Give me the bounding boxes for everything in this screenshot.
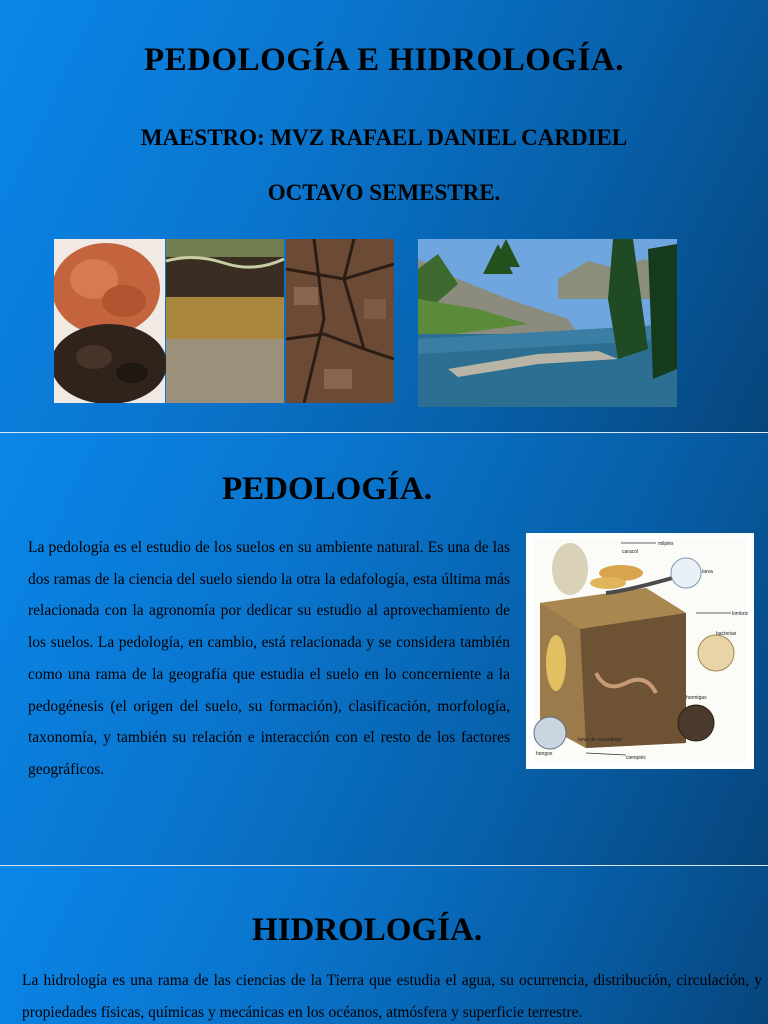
- semester-line: OCTAVO SEMESTRE.: [267, 180, 501, 205]
- soil-collage-image: [54, 239, 394, 403]
- main-title: PEDOLOGÍA E HIDROLOGÍA.: [144, 42, 624, 78]
- pedologia-slide: [0, 433, 768, 865]
- lake-landscape-image: [418, 239, 677, 407]
- pedologia-paragraph: La pedología es el estudio de los suelos en su ambiente natural. Es una de las dos ramas de la ciencia del suelo siendo la otra la edafología, esta última más relacionada con la agronomía por dedicar su estudio al aprovechamiento de los suelos. La pedología, en cambio, está relacionada y se considera también como una rama de la geografía que estudia el suelo en lo concerniente a la pedogénesis (el origen del suelo, su formación), clasificación, morfología, taxonomía, y también su relación e interacción con el resto de los factores geográficos.: [28, 539, 510, 778]
- hidrologia-heading: HIDROLOGÍA.: [252, 912, 483, 948]
- diagram-label: hongos: [536, 751, 553, 757]
- pedologia-heading: PEDOLOGÍA.: [222, 471, 432, 507]
- diagram-label: ciempiés: [626, 755, 646, 761]
- diagram-label: larva: [702, 569, 713, 575]
- diagram-label: milpiés: [658, 541, 674, 547]
- diagram-label: bacterias: [716, 631, 737, 637]
- soil-fauna-diagram: [526, 533, 754, 769]
- hidrologia-slide: [0, 866, 768, 1024]
- title-slide: [0, 0, 768, 432]
- hidrologia-paragraph: La hidrología es una rama de las ciencias de la Tierra que estudia el agua, su ocurrencia, distribución, circulación, y propiedades físicas, químicas y mecánicas en los océanos, atmósfera y superficie terrestre.: [22, 972, 762, 1021]
- teacher-line: MAESTRO: MVZ RAFAEL DANIEL CARDIEL: [140, 125, 628, 150]
- diagram-label: hormigas: [686, 695, 707, 701]
- diagram-label: caracol: [622, 549, 639, 555]
- diagram-label: lombriz: [732, 611, 749, 617]
- diagram-label: larva de escarabajo: [578, 737, 622, 743]
